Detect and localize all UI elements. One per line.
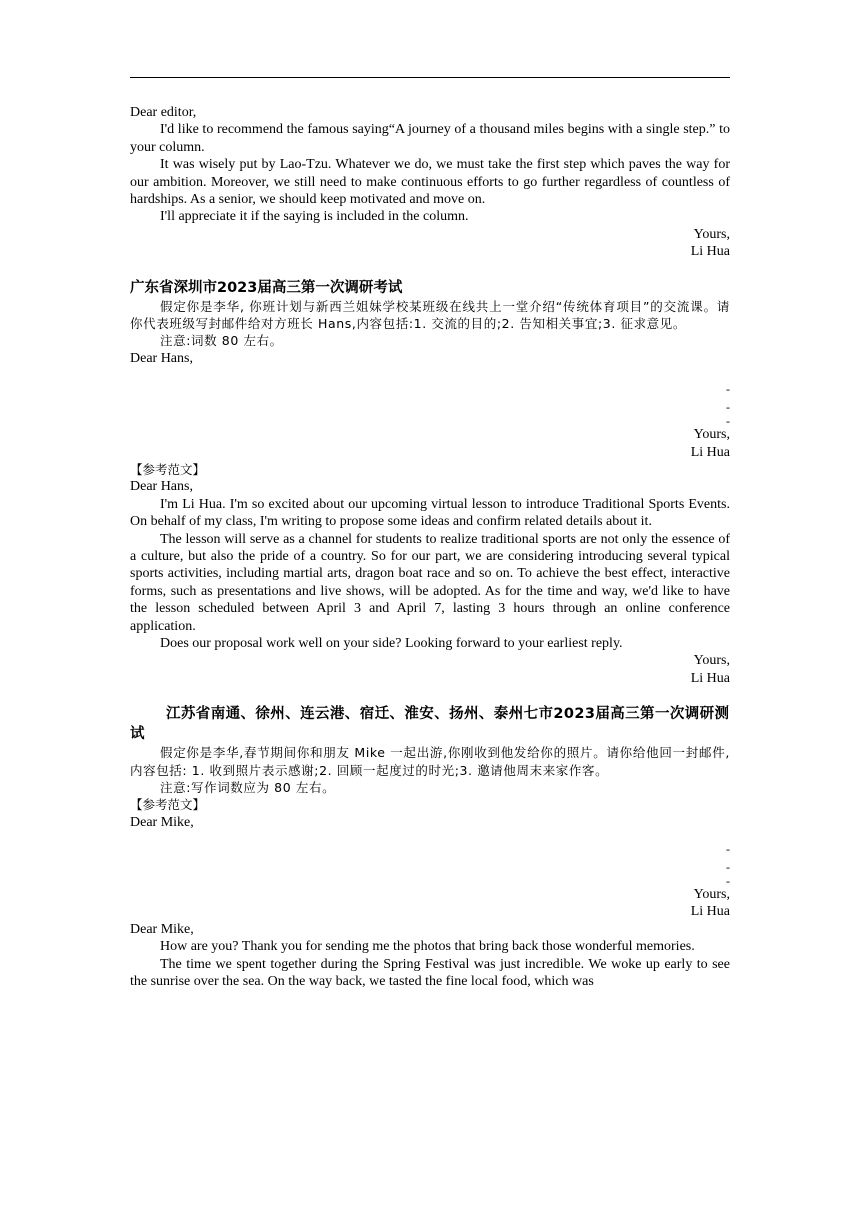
section3-model-salutation: Dear Mike, bbox=[130, 921, 194, 937]
section3-model-paragraph: The time we spent together during the Spring Festival was just incredible. We woke up early to see the sunrise over the sea. On the way back, we tasted the fine local food, which was bbox=[130, 956, 730, 990]
section2-prompt: 假定你是李华, 你班计划与新西兰姐妹学校某班级在线共上一堂介绍“传统体育项目”的交流课。请你代表班级写封邮件给对方班长 Hans,内容包括:1. 交流的目的;2. 告知相关事宜;3. 征求意见。 bbox=[130, 298, 730, 332]
letter1-paragraph: It was wisely put by Lao-Tzu. Whatever we do, we must take the first step which paves the way for our ambition. Moreover, we still need to make continuous efforts to go further regardless of countless of hardships. As a senior, we should keep motivated and move on. bbox=[130, 157, 730, 208]
answer-line-mark: - bbox=[726, 859, 730, 874]
section3-blank-closing: Yours, bbox=[693, 887, 730, 903]
section2-model-paragraph: Does our proposal work well on your side? Looking forward to your earliest reply. bbox=[160, 635, 623, 651]
section3-model-paragraph: How are you? Thank you for sending me the photos that bring back those wonderful memories. bbox=[160, 939, 695, 955]
letter1-salutation: Dear editor, bbox=[130, 105, 197, 120]
letter1-closing: Yours, bbox=[693, 226, 730, 242]
answer-line-mark: - bbox=[726, 399, 730, 414]
section3-heading: 江苏省南通、徐州、连云港、宿迁、淮安、扬州、泰州七市2023届高三第一次调研测试 bbox=[130, 706, 730, 743]
section3-blank-signature: Li Hua bbox=[690, 904, 730, 920]
section2-model-signature: Li Hua bbox=[690, 670, 730, 686]
section2-ref-label: 【参考范文】 bbox=[130, 461, 206, 477]
answer-line-mark: - bbox=[726, 382, 730, 397]
section3-prompt: 假定你是李华,春节期间你和朋友 Mike 一起出游,你刚收到他发给你的照片。请你给他回一封邮件,内容包括: 1. 收到照片表示感谢;2. 回顾一起度过的时光;3. 邀请他周末来家作客。 bbox=[130, 745, 730, 778]
section2-blank-closing: Yours, bbox=[693, 427, 730, 443]
section3-note: 注意:写作词数应为 80 左右。 bbox=[160, 780, 336, 795]
section3-ref-label: 【参考范文】 bbox=[130, 797, 206, 813]
section2-blank-salutation: Dear Hans, bbox=[130, 350, 193, 366]
section2-model-paragraph: The lesson will serve as a channel for students to realize traditional sports are not only the essence of a culture, but also the pride of a country. So for our part, we are considering introducing several typical sports activities, including martial arts, dragon boat race and so on. To achieve the best effect, interactive forms, such as presentations and live shows, will be adopted. As for the time and way, we'd like to have the lesson scheduled between April 3 and April 7, lasting 3 hours through an online conference application. bbox=[130, 531, 730, 634]
answer-line-mark: - bbox=[726, 842, 730, 857]
section3-blank-salutation: Dear Mike, bbox=[130, 814, 194, 830]
letter1-paragraph: I'll appreciate it if the saying is included in the column. bbox=[160, 209, 469, 225]
section2-heading: 广东省深圳市2023届高三第一次调研考试 bbox=[130, 279, 403, 296]
answer-line-mark: - bbox=[726, 414, 730, 429]
section2-blank-signature: Li Hua bbox=[690, 444, 730, 460]
section2-model-closing: Yours, bbox=[693, 653, 730, 669]
answer-line-mark: - bbox=[726, 874, 730, 889]
header-rule bbox=[130, 77, 730, 78]
letter1-signature: Li Hua bbox=[690, 244, 730, 260]
section2-model-paragraph: I'm Li Hua. I'm so excited about our upcoming virtual lesson to introduce Traditional Sports Events. On behalf of my class, I'm writing to propose some ideas and confirm related details about it. bbox=[130, 496, 730, 530]
section2-model-salutation: Dear Hans, bbox=[130, 479, 193, 495]
letter1-paragraph: I'd like to recommend the famous saying“A journey of a thousand miles begins with a single step.” to your column. bbox=[130, 122, 730, 155]
section2-note: 注意:词数 80 左右。 bbox=[160, 333, 283, 349]
document-body bbox=[130, 104, 730, 990]
